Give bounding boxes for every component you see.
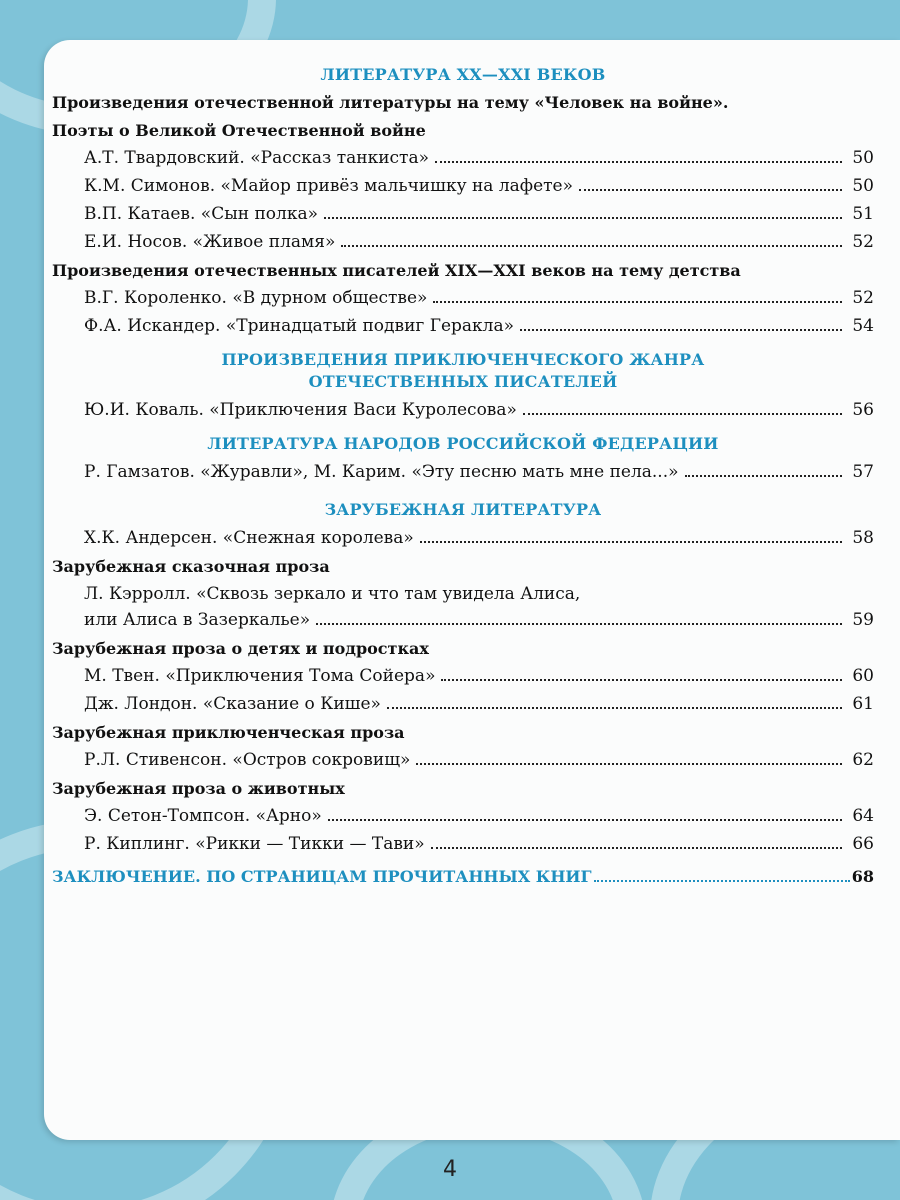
- section-heading: [52, 64, 874, 86]
- leader-dots: [316, 623, 842, 625]
- page-number: 4: [443, 1157, 457, 1182]
- toc-entry-title: Ф.А. Искандер. «Тринадцатый подвиг Геракла»: [84, 316, 515, 336]
- group-title: Поэты о Великой Отечественной войне: [52, 121, 426, 140]
- leader-dots: [328, 819, 842, 821]
- group-title: Произведения отечественных писателей XIX—XXI веков на тему детства: [52, 261, 741, 280]
- page-ref: 64: [852, 806, 874, 826]
- page-ref: 61: [852, 694, 874, 714]
- page-ref: 50: [852, 148, 874, 168]
- group-title: Зарубежная сказочная проза: [52, 557, 330, 576]
- leader-dots: [435, 161, 842, 163]
- toc-entry-title: Р. Киплинг. «Рикки — Тикки — Тави»: [84, 834, 425, 854]
- leader-dots: [324, 217, 842, 219]
- toc-entry-title: А.Т. Твардовский. «Рассказ танкиста»: [84, 148, 429, 168]
- toc-entry[interactable]: [52, 145, 874, 171]
- table-of-contents: [52, 64, 874, 889]
- group-title: Зарубежная приключенческая проза: [52, 723, 405, 742]
- toc-entry-title: Э. Сетон-Томпсон. «Арно»: [84, 806, 322, 826]
- section-heading-line: ОТЕЧЕСТВЕННЫХ ПИСАТЕЛЕЙ: [308, 372, 618, 391]
- toc-entry-title: Ю.И. Коваль. «Приключения Васи Куролесова»: [84, 400, 517, 420]
- toc-entry-second-line: [84, 607, 874, 633]
- leader-dots: [420, 541, 842, 543]
- leader-dots: [416, 763, 842, 765]
- leader-dots: [594, 880, 850, 882]
- toc-entry[interactable]: [52, 525, 874, 551]
- leader-dots: [685, 475, 842, 477]
- toc-entry[interactable]: [52, 691, 874, 717]
- leader-dots: [433, 301, 842, 303]
- leader-dots: [431, 847, 842, 849]
- section-heading: [52, 499, 874, 521]
- toc-entry-title: [84, 581, 874, 633]
- toc-entry-title: Дж. Лондон. «Сказание о Кише»: [84, 694, 381, 714]
- group-title: Зарубежная проза о детях и подростках: [52, 639, 429, 658]
- group-title: Произведения отечественной литературы на тему «Человек на войне».: [52, 93, 729, 112]
- toc-entry-title: М. Твен. «Приключения Тома Сойера»: [84, 666, 436, 686]
- toc-entry[interactable]: [52, 663, 874, 689]
- leader-dots: [523, 413, 842, 415]
- page-ref: 66: [852, 834, 874, 854]
- toc-entry-title: К.М. Симонов. «Майор привёз мальчишку на лафете»: [84, 176, 574, 196]
- leader-dots: [579, 189, 842, 191]
- section-heading-line: ЛИТЕРАТУРА XX—XXI ВЕКОВ: [320, 65, 606, 84]
- page-ref: 54: [852, 316, 874, 336]
- toc-entry[interactable]: [52, 831, 874, 857]
- leader-dots: [387, 707, 842, 709]
- toc-entry-title: В.П. Катаев. «Сын полка»: [84, 204, 318, 224]
- conclusion-title: ЗАКЛЮЧЕНИЕ. ПО СТРАНИЦАМ ПРОЧИТАННЫХ КНИГ: [52, 867, 592, 886]
- page-ref: 52: [852, 232, 874, 252]
- leader-dots: [341, 245, 842, 247]
- leader-dots: [520, 329, 842, 331]
- toc-entry[interactable]: [52, 285, 874, 311]
- toc-entry[interactable]: [52, 803, 874, 829]
- page-ref: 59: [852, 610, 874, 630]
- section-heading-line: ЗАРУБЕЖНАЯ ЛИТЕРАТУРА: [324, 500, 602, 519]
- page-ref: 56: [852, 400, 874, 420]
- section-heading-line: ЛИТЕРАТУРА НАРОДОВ РОССИЙСКОЙ ФЕДЕРАЦИИ: [207, 434, 719, 453]
- toc-entry-title-line: или Алиса в Зазеркалье»: [84, 610, 311, 630]
- toc-entry-title: Р.Л. Стивенсон. «Остров сокровищ»: [84, 750, 411, 770]
- toc-entry-title: Е.И. Носов. «Живое пламя»: [84, 232, 336, 252]
- toc-entry[interactable]: [52, 173, 874, 199]
- page-ref: 52: [852, 288, 874, 308]
- toc-entry-title: Х.К. Андерсен. «Снежная королева»: [84, 528, 414, 548]
- toc-entry-title: Р. Гамзатов. «Журавли», М. Карим. «Эту песню мать мне пела...»: [84, 462, 679, 482]
- section-heading: [52, 349, 874, 393]
- page-ref: 68: [851, 867, 874, 886]
- page-ref: 51: [852, 204, 874, 224]
- section-heading-line: ПРОИЗВЕДЕНИЯ ПРИКЛЮЧЕНЧЕСКОГО ЖАНРА: [221, 350, 705, 369]
- toc-entry[interactable]: [52, 397, 874, 423]
- page-ref: 50: [852, 176, 874, 196]
- toc-entry-title-line: Л. Кэрролл. «Сквозь зеркало и что там увидела Алиса,: [84, 584, 581, 604]
- page-ref: 60: [852, 666, 874, 686]
- toc-entry[interactable]: [52, 459, 874, 485]
- page-ref: 62: [852, 750, 874, 770]
- leader-dots: [441, 679, 842, 681]
- group-title: Зарубежная проза о животных: [52, 779, 345, 798]
- conclusion-entry[interactable]: [52, 865, 874, 889]
- page-ref: 58: [852, 528, 874, 548]
- toc-entry[interactable]: [52, 229, 874, 255]
- page-ref: 57: [852, 462, 874, 482]
- toc-entry-title: В.Г. Короленко. «В дурном обществе»: [84, 288, 428, 308]
- toc-entry[interactable]: [52, 313, 874, 339]
- toc-entry[interactable]: [52, 201, 874, 227]
- toc-entry[interactable]: [52, 581, 874, 633]
- toc-entry[interactable]: [52, 747, 874, 773]
- section-heading: [52, 433, 874, 455]
